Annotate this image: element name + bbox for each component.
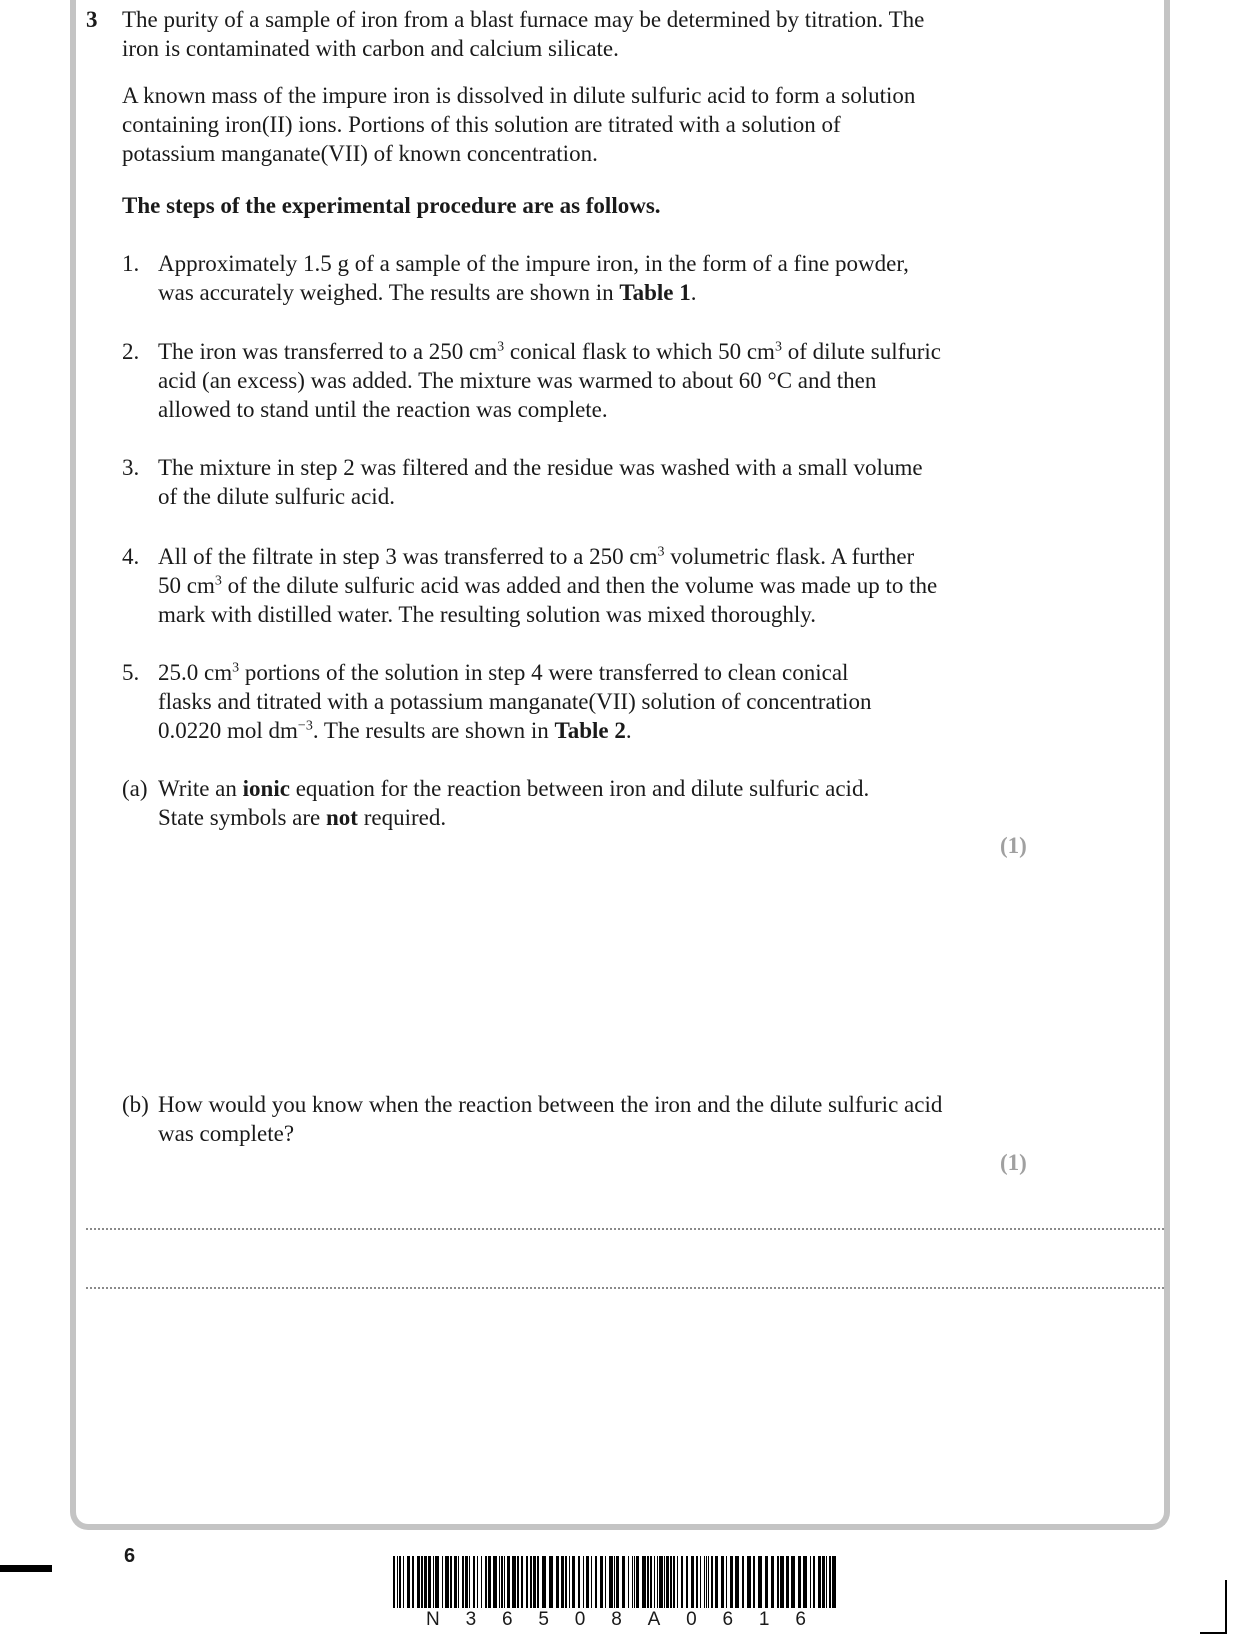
barcode <box>393 1556 841 1608</box>
barcode-bar <box>504 1556 505 1608</box>
barcode-bar <box>450 1556 452 1608</box>
question-number: 3 <box>86 7 98 32</box>
barcode-bar <box>517 1556 519 1608</box>
barcode-bar <box>481 1556 482 1608</box>
barcode-bar <box>786 1556 789 1608</box>
part-b-marks: (1) <box>1000 1150 1027 1175</box>
barcode-char: 0 <box>574 1609 586 1630</box>
barcode-bar <box>454 1556 457 1608</box>
barcode-bar <box>424 1556 427 1608</box>
barcode-bar <box>512 1556 516 1608</box>
barcode-bar <box>421 1556 423 1608</box>
barcode-bar <box>832 1556 836 1608</box>
question-context: A known mass of the impure iron is dissolved in dilute sulfuric acid to form a solution containing iron(II) ions. Portions of this solution are titrated with a solution of potassium manganate(VII) of known concentration. <box>122 83 916 166</box>
barcode-bar <box>704 1556 705 1608</box>
barcode-bar <box>578 1556 580 1608</box>
barcode-bar <box>777 1556 779 1608</box>
barcode-bar <box>730 1556 733 1608</box>
barcode-bar <box>753 1556 755 1608</box>
barcode-bar <box>485 1556 487 1608</box>
barcode-bar <box>595 1556 597 1608</box>
barcode-bar <box>586 1556 589 1608</box>
barcode-bar <box>657 1556 658 1608</box>
barcode-bar <box>791 1556 795 1608</box>
barcode-bar <box>691 1556 694 1608</box>
barcode-bar <box>666 1556 669 1608</box>
barcode-bar <box>493 1556 497 1608</box>
barcode-bar <box>533 1556 536 1608</box>
barcode-bar <box>696 1556 698 1608</box>
part-a-marks: (1) <box>1000 833 1027 858</box>
barcode-bar <box>742 1556 744 1608</box>
barcode-bar <box>393 1556 395 1608</box>
barcode-bar <box>650 1556 652 1608</box>
barcode-bar <box>826 1556 827 1608</box>
barcode-bar <box>673 1556 675 1608</box>
barcode-bar <box>616 1556 619 1608</box>
barcode-bar <box>810 1556 811 1608</box>
page-number: 6 <box>124 1545 136 1567</box>
barcode-bar <box>565 1556 567 1608</box>
barcode-char: 6 <box>501 1609 513 1630</box>
barcode-bar <box>700 1556 701 1608</box>
barcode-bar <box>507 1556 510 1608</box>
barcode-bar <box>686 1556 688 1608</box>
barcode-bar <box>721 1556 724 1608</box>
barcode-bar <box>428 1556 431 1608</box>
barcode-bar <box>556 1556 559 1608</box>
barcode-char: A <box>647 1609 661 1630</box>
barcode-char: 5 <box>538 1609 549 1630</box>
barcode-bar <box>473 1556 475 1608</box>
barcode-bar <box>711 1556 713 1608</box>
answer-line[interactable] <box>86 1228 1164 1230</box>
barcode-bar <box>609 1556 613 1608</box>
barcode-bar <box>622 1556 625 1608</box>
answer-line[interactable] <box>86 1287 1164 1289</box>
barcode-bar <box>591 1556 592 1608</box>
barcode-bar <box>822 1556 825 1608</box>
barcode-bar <box>469 1556 470 1608</box>
barcode-bar <box>632 1556 633 1608</box>
barcode-bar <box>433 1556 434 1608</box>
barcode-bar <box>572 1556 575 1608</box>
barcode-bar <box>521 1556 523 1608</box>
barcode-bar <box>771 1556 774 1608</box>
barcode-bar <box>765 1556 768 1608</box>
barcode-bar <box>549 1556 553 1608</box>
barcode-bar <box>407 1556 410 1608</box>
barcode-bar <box>628 1556 629 1608</box>
barcode-bar <box>600 1556 603 1608</box>
barcode-bar <box>829 1556 831 1608</box>
barcode-bar <box>706 1556 707 1608</box>
barcode-bar <box>561 1556 564 1608</box>
barcode-bar <box>813 1556 815 1608</box>
barcode-bar <box>634 1556 635 1608</box>
crop-mark <box>1225 1580 1227 1634</box>
barcode-bar <box>681 1556 683 1608</box>
barcode-bar <box>526 1556 528 1608</box>
barcode-bar <box>780 1556 784 1608</box>
barcode-bar <box>499 1556 500 1608</box>
barcode-bar <box>403 1556 404 1608</box>
barcode-bar <box>501 1556 503 1608</box>
barcode-bar <box>798 1556 801 1608</box>
barcode-bar <box>715 1556 718 1608</box>
barcode-bar <box>542 1556 546 1608</box>
barcode-bar <box>412 1556 414 1608</box>
barcode-bar <box>636 1556 639 1608</box>
barcode-char: 6 <box>795 1609 806 1630</box>
barcode-bar <box>642 1556 646 1608</box>
barcode-char: N <box>426 1609 440 1630</box>
barcode-char: 0 <box>686 1609 697 1630</box>
question-intro: The purity of a sample of iron from a blast furnace may be determined by titration. The iron is contaminated with carbon and calcium silicate. <box>122 7 925 61</box>
margin-marker <box>0 1565 52 1572</box>
barcode-bar <box>708 1556 709 1608</box>
barcode-bar <box>465 1556 468 1608</box>
barcode-bar <box>569 1556 570 1608</box>
barcode-bar <box>583 1556 584 1608</box>
barcode-bar <box>735 1556 739 1608</box>
question-frame <box>70 0 1170 1530</box>
barcode-bar <box>647 1556 649 1608</box>
barcode-bar <box>818 1556 821 1608</box>
steps-heading: The steps of the experimental procedure are as follows. <box>122 193 661 218</box>
barcode-bar <box>477 1556 478 1608</box>
barcode-bar <box>803 1556 807 1608</box>
barcode-bar <box>445 1556 449 1608</box>
barcode-bar <box>488 1556 491 1608</box>
barcode-char: 3 <box>465 1609 477 1630</box>
barcode-char: 6 <box>722 1609 734 1630</box>
barcode-bar <box>462 1556 464 1608</box>
barcode-bar <box>399 1556 401 1608</box>
barcode-bar <box>654 1556 655 1608</box>
barcode-bar <box>664 1556 665 1608</box>
barcode-bar <box>677 1556 678 1608</box>
barcode-char: 1 <box>758 1609 770 1630</box>
barcode-bar <box>726 1556 727 1608</box>
barcode-bar <box>537 1556 539 1608</box>
barcode-bar <box>397 1556 398 1608</box>
barcode-bar <box>758 1556 762 1608</box>
barcode-bar <box>458 1556 459 1608</box>
barcode-bar <box>442 1556 443 1608</box>
barcode-bar <box>659 1556 663 1608</box>
barcode-bar <box>614 1556 615 1608</box>
barcode-bar <box>670 1556 672 1608</box>
barcode-bar <box>417 1556 420 1608</box>
barcode-text <box>426 1609 806 1631</box>
barcode-char: 8 <box>611 1609 622 1630</box>
barcode-bar <box>435 1556 439 1608</box>
barcode-bar <box>747 1556 751 1608</box>
barcode-bar <box>530 1556 532 1608</box>
barcode-bar <box>605 1556 606 1608</box>
